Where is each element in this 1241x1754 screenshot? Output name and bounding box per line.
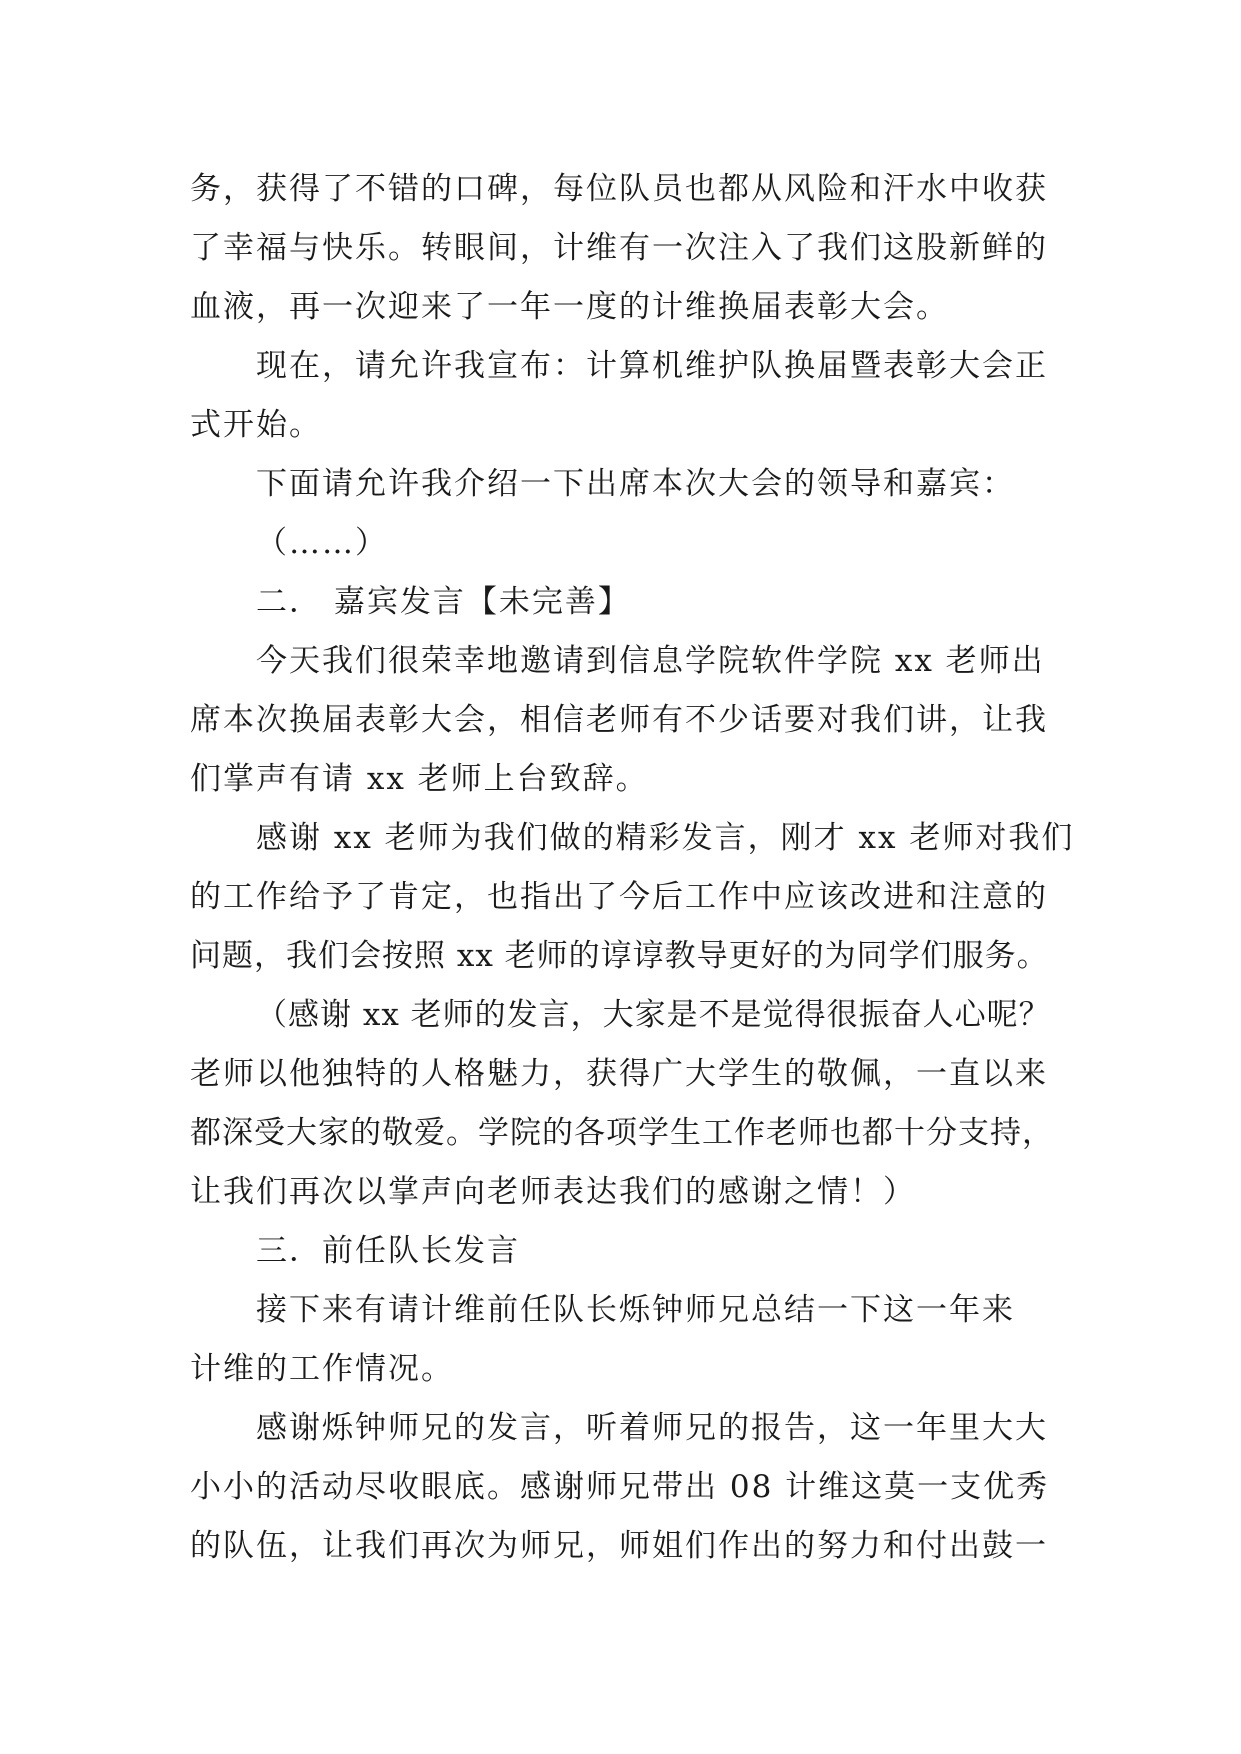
text-line: 感谢 xx 老师为我们做的精彩发言，刚才 xx 老师对我们 (256, 820, 1075, 856)
text-line: 下面请允许我介绍一下出席本次大会的领导和嘉宾： (256, 466, 1015, 502)
text-line: （……） (256, 525, 388, 561)
text-line: 的队伍，让我们再次为师兄，师姐们作出的努力和付出鼓一 (190, 1528, 1048, 1564)
text-line: 小小的活动尽收眼底。感谢师兄带出 08 计维这莫一支优秀 (190, 1469, 1050, 1505)
text-line: 席本次换届表彰大会，相信老师有不少话要对我们讲，让我 (190, 702, 1048, 738)
text-line: 问题，我们会按照 xx 老师的谆谆教导更好的为同学们服务。 (190, 938, 1049, 974)
text-line: 老师以他独特的人格魅力，获得广大学生的敬佩，一直以来 (190, 1056, 1048, 1092)
text-line: 让我们再次以掌声向老师表达我们的感谢之情！） (190, 1174, 916, 1210)
text-line: 感谢烁钟师兄的发言，听着师兄的报告，这一年里大大 (256, 1410, 1048, 1446)
text-line: 接下来有请计维前任队长烁钟师兄总结一下这一年来 (256, 1292, 1015, 1328)
text-line: 务，获得了不错的口碑，每位队员也都从风险和汗水中收获 (190, 171, 1048, 207)
text-line: 现在，请允许我宣布：计算机维护队换届暨表彰大会正 (256, 348, 1048, 384)
text-line: 今天我们很荣幸地邀请到信息学院软件学院 xx 老师出 (256, 643, 1045, 679)
text-line: 们掌声有请 xx 老师上台致辞。 (190, 761, 649, 797)
section-heading: 二． 嘉宾发言【未完善】 (256, 584, 631, 620)
section-heading: 三．前任队长发言 (256, 1233, 520, 1269)
text-line: （感谢 xx 老师的发言，大家是不是觉得很振奋人心呢？ (256, 997, 1051, 1033)
text-line: 的工作给予了肯定，也指出了今后工作中应该改进和注意的 (190, 879, 1048, 915)
text-line: 式开始。 (190, 407, 322, 443)
text-line: 了幸福与快乐。转眼间，计维有一次注入了我们这股新鲜的 (190, 230, 1048, 266)
text-line: 计维的工作情况。 (190, 1351, 454, 1387)
document-body (190, 160, 1075, 1576)
text-line: 血液，再一次迎来了一年一度的计维换届表彰大会。 (190, 289, 949, 325)
text-line: 都深受大家的敬爱。学院的各项学生工作老师也都十分支持， (190, 1115, 1054, 1151)
